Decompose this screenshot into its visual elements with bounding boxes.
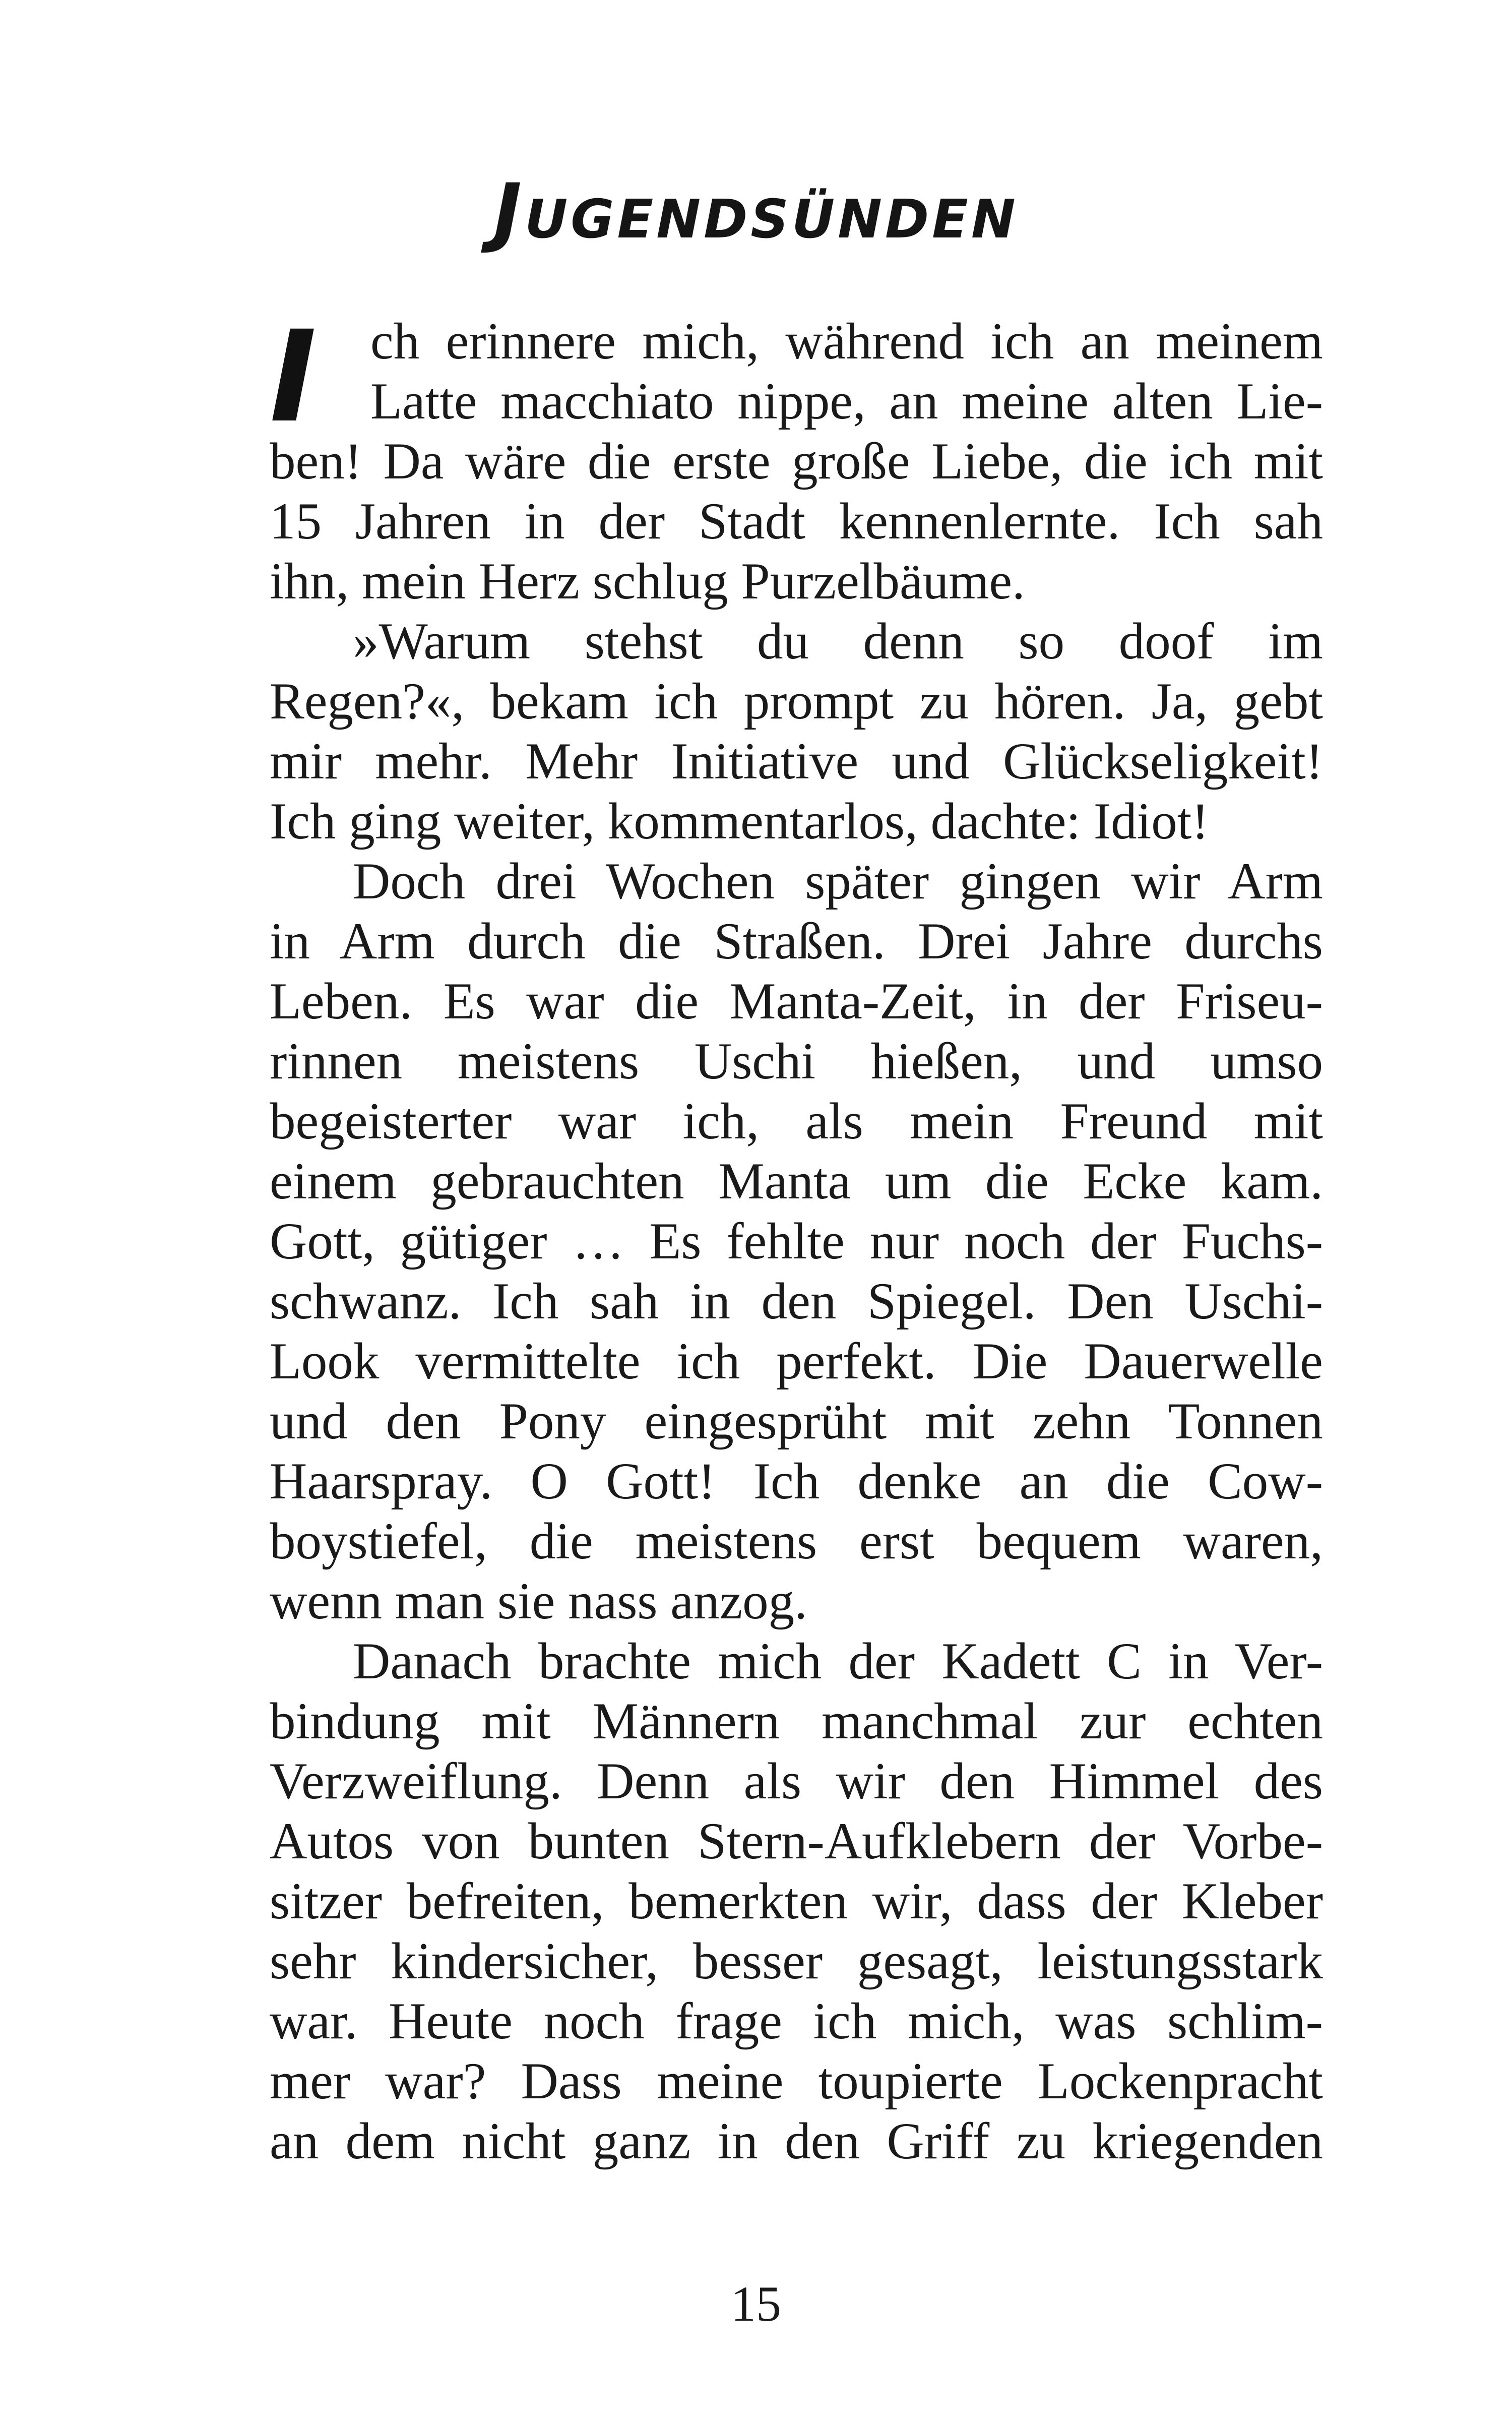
text-line: an dem nicht ganz in den Griff zu kriegenden (270, 2112, 1323, 2170)
text-line: Gott, gütiger … Es fehlte nur noch der Fuchs- (270, 1213, 1323, 1270)
text-line: und den Pony eingesprüht mit zehn Tonnen (270, 1393, 1323, 1450)
text-line: Danach brachte mich der Kadett C in Ver- (353, 1632, 1323, 1690)
text-line: ch erinnere mich, während ich an meinem (370, 313, 1323, 370)
text-line: mir mehr. Mehr Initiative und Glückseligkeit! (270, 733, 1323, 790)
text-line: Look vermittelte ich perfekt. Die Dauerwelle (270, 1333, 1323, 1390)
text-line: Ich ging weiter, kommentarlos, dachte: Idiot! (270, 793, 1209, 850)
text-line: Verzweiflung. Denn als wir den Himmel des (270, 1752, 1323, 1810)
text-line: Doch drei Wochen später gingen wir Arm (353, 853, 1323, 910)
text-line: bindung mit Männern manchmal zur echten (270, 1692, 1323, 1750)
text-line: begeisterter war ich, als mein Freund mit (270, 1093, 1323, 1150)
text-line: in Arm durch die Straßen. Drei Jahre durchs (270, 913, 1323, 970)
chapter-title: Jugendsünden (493, 168, 1019, 256)
text-line: Latte macchiato nippe, an meine alten Lie- (370, 373, 1323, 430)
text-line: Haarspray. O Gott! Ich denke an die Cow- (270, 1453, 1323, 1510)
text-line: ihn, mein Herz schlug Purzelbäume. (270, 553, 1025, 610)
text-line: Leben. Es war die Manta-Zeit, in der Friseu- (270, 973, 1323, 1030)
text-line: Autos von bunten Stern-Aufklebern der Vorbe- (270, 1812, 1323, 1870)
text-line: mer war? Dass meine toupierte Lockenpracht (270, 2052, 1323, 2110)
text-line: schwanz. Ich sah in den Spiegel. Den Uschi- (270, 1273, 1323, 1330)
text-line: Regen?«, bekam ich prompt zu hören. Ja, gebt (270, 673, 1323, 730)
text-block (270, 304, 1323, 2171)
text-line: war. Heute noch frage ich mich, was schlim- (270, 1992, 1323, 2050)
text-line: ben! Da wäre die erste große Liebe, die ich mit (270, 433, 1323, 490)
text-line: boystiefel, die meistens erst bequem waren, (270, 1512, 1323, 1570)
text-line: wenn man sie nass anzog. (270, 1572, 807, 1630)
text-line: sitzer befreiten, bemerkten wir, dass der Kleber (270, 1872, 1323, 1930)
text-line: 15 Jahren in der Stadt kennenlernte. Ich sah (270, 493, 1323, 550)
drop-cap: I (270, 304, 317, 450)
text-line: rinnen meistens Uschi hießen, und umso (270, 1033, 1323, 1090)
text-line: »Warum stehst du denn so doof im (353, 613, 1323, 670)
text-line: einem gebrauchten Manta um die Ecke kam. (270, 1153, 1323, 1210)
page-number: 15 (731, 2276, 781, 2332)
body-text (270, 304, 1323, 2171)
text-line: sehr kindersicher, besser gesagt, leistungsstark (270, 1932, 1323, 1990)
